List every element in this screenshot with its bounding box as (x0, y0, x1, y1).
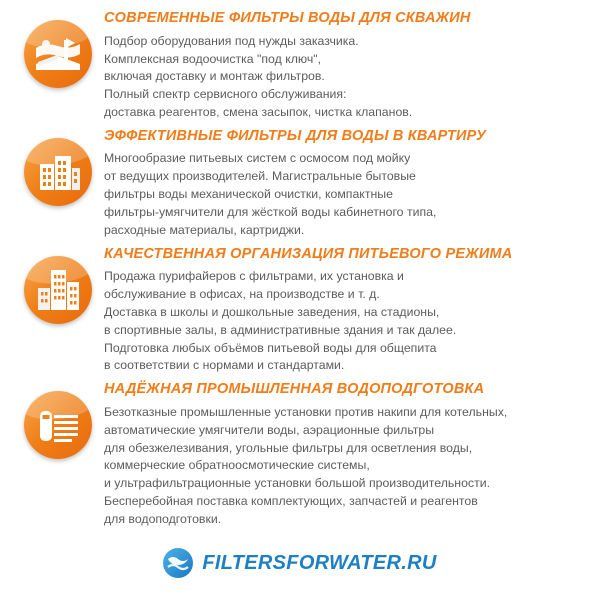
text-column (104, 128, 588, 240)
section-drinking-regime (12, 246, 588, 376)
body-line: в соответствии с нормами и стандартами. (104, 358, 345, 373)
section-body (104, 404, 584, 529)
section-title: НАДЁЖНАЯ ПРОМЫШЛЕННАЯ ВОДОПОДГОТОВКА (104, 381, 485, 398)
body-line: Полный спектр сервисного обслуживания: (104, 87, 347, 102)
body-line: в спортивные залы, в административные здания и так далее. (104, 322, 457, 337)
body-line: фильтры-умягчители для жёсткой воды кабинетного типа, (104, 204, 437, 219)
industrial-filter-unit-icon (24, 391, 92, 459)
body-line: Продажа пурифайеров с фильтрами, их установка и (104, 269, 404, 284)
body-line: обслуживание в офисах, на производстве и т. д. (104, 287, 380, 302)
icon-column (12, 246, 104, 324)
body-line: Комплексная водоочистка "под ключ", (104, 51, 322, 66)
section-industrial (12, 381, 588, 528)
water-wave-glyph (163, 548, 193, 578)
body-line: для обезжелезивания, угольные фильтры для осветления воды, (104, 440, 473, 455)
section-apartment (12, 128, 588, 240)
section-title: ЭФФЕКТИВНЫЕ ФИЛЬТРЫ ДЛЯ ВОДЫ В КВАРТИРУ (104, 127, 487, 144)
body-line: Доставка в школы и дошкольные заведения, на стадионы, (104, 304, 440, 319)
body-line: Многообразие питьевых систем с осмосом под мойку (104, 151, 411, 166)
apartment-building-icon (24, 138, 92, 206)
body-line: доставка реагентов, смена засыпок, чистка клапанов. (104, 104, 413, 119)
section-body (104, 268, 584, 375)
text-column (104, 10, 588, 122)
apartment-building-glyph (24, 138, 92, 206)
body-line: расходные материалы, картриджи. (104, 222, 305, 237)
section-body (104, 33, 584, 122)
well-field-icon (24, 20, 92, 88)
body-line: Подбор оборудования под нужды заказчика. (104, 33, 359, 48)
body-line: коммерческие обратноосмотические системы, (104, 458, 370, 473)
water-wave-circle-icon (163, 548, 193, 578)
well-field-glyph (24, 20, 92, 88)
section-title: СОВРЕМЕННЫЕ ФИЛЬТРЫ ВОДЫ ДЛЯ СКВАЖИН (104, 10, 471, 26)
section-title: КАЧЕСТВЕННАЯ ОРГАНИЗАЦИЯ ПИТЬЕВОГО РЕЖИМА (104, 245, 513, 262)
body-line: и ультрафильтрационные установки большой производительности. (104, 476, 490, 491)
industrial-filter-glyph (24, 391, 92, 459)
logo-text: FILTERSFORWATER.RU (202, 551, 437, 574)
body-line: от ведущих производителей. Магистральные бытовые (104, 169, 416, 184)
body-line: включая доставку и монтаж фильтров. (104, 69, 325, 84)
body-line: для водоподготовки. (104, 511, 222, 526)
body-line: автоматические умягчители воды, аэрационные фильтры (104, 422, 435, 437)
icon-column (12, 128, 104, 206)
text-column (104, 246, 588, 376)
icon-column (12, 381, 104, 459)
site-logo[interactable] (0, 548, 600, 578)
office-towers-glyph (24, 256, 92, 324)
section-wells (12, 10, 588, 122)
text-column (104, 381, 588, 528)
body-line: Подготовка любых объёмов питьевой воды для общепита (104, 340, 437, 355)
body-line: Бесперебойная поставка комплектующих, запчастей и реагентов (104, 494, 478, 509)
body-line: Безотказные промышленные установки против накипи для котельных, (104, 404, 508, 419)
office-towers-icon (24, 256, 92, 324)
icon-column (12, 10, 104, 88)
body-line: фильтры воды механической очистки, компактные (104, 187, 393, 202)
section-body (104, 150, 584, 239)
